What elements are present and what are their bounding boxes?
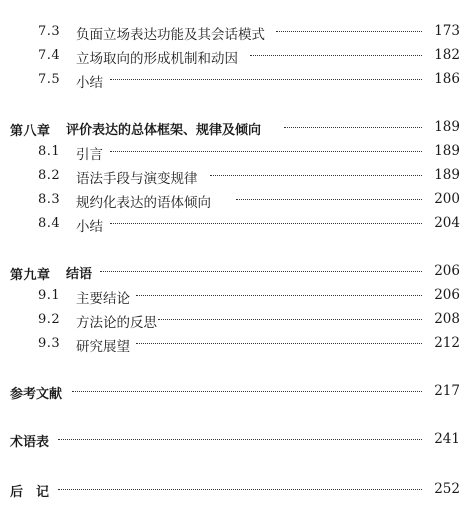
section-title: 小结: [76, 75, 103, 91]
section-number: 8.1: [38, 144, 61, 159]
section-title: 规约化表达的语体倾向: [76, 195, 211, 211]
page-number: 182: [434, 47, 460, 63]
section-title: 负面立场表达功能及其会话模式: [76, 27, 265, 43]
page-number: 189: [434, 119, 460, 135]
page-number: 212: [434, 335, 460, 351]
section-number: 7.3: [38, 24, 61, 39]
section-number: 9.2: [38, 312, 61, 327]
toc-entry-7-3[interactable]: [0, 22, 468, 42]
section-number: 8.4: [38, 216, 61, 231]
toc-entry-9-2[interactable]: [0, 310, 468, 330]
page-number: 206: [434, 263, 460, 279]
page-number: 217: [434, 383, 460, 399]
section-number: 7.4: [38, 48, 61, 63]
page-number: 204: [434, 215, 460, 231]
backmatter-title: 术语表: [10, 435, 50, 450]
section-number: 9.1: [38, 288, 61, 303]
chapter-title: 评价表达的总体框架、规律及倾向: [66, 123, 262, 138]
section-title: 研究展望: [76, 339, 130, 355]
section-number: 9.3: [38, 336, 61, 351]
chapter-number: 第九章: [10, 268, 51, 283]
page-number: 206: [434, 287, 460, 303]
toc-entry-references[interactable]: [0, 382, 468, 402]
chapter-number: 第八章: [10, 124, 51, 139]
backmatter-title: 参考文献: [10, 387, 63, 402]
toc-entry-7-5[interactable]: [0, 70, 468, 90]
toc-entry-8-1[interactable]: [0, 142, 468, 162]
toc-entry-9-1[interactable]: [0, 286, 468, 306]
backmatter-title: 后 记: [10, 485, 50, 500]
dot-leader: [110, 151, 422, 152]
section-title: 小结: [76, 219, 103, 235]
page-number: 208: [434, 311, 460, 327]
dot-leader: [250, 55, 422, 56]
dot-leader: [110, 79, 422, 80]
section-title: 立场取向的形成机制和动因: [76, 51, 238, 67]
dot-leader: [72, 391, 422, 392]
dot-leader: [58, 489, 422, 490]
page-number: 189: [434, 143, 460, 159]
toc-entry-glossary[interactable]: [0, 430, 468, 450]
section-number: 8.2: [38, 168, 61, 183]
page-number: 200: [434, 191, 460, 207]
dot-leader: [110, 223, 422, 224]
section-title: 主要结论: [76, 291, 130, 307]
section-number: 7.5: [38, 72, 61, 87]
toc-entry-7-4[interactable]: [0, 46, 468, 66]
dot-leader: [136, 295, 422, 296]
dot-leader: [158, 319, 422, 320]
page-number: 189: [434, 167, 460, 183]
toc-entry-chapter-9[interactable]: [0, 262, 468, 282]
dot-leader: [284, 127, 422, 128]
page-number: 241: [434, 431, 460, 447]
section-title: 方法论的反思: [76, 315, 157, 331]
section-title: 引言: [76, 147, 103, 163]
toc-entry-chapter-8[interactable]: [0, 118, 468, 138]
dot-leader: [100, 271, 422, 272]
toc-entry-8-2[interactable]: [0, 166, 468, 186]
dot-leader: [276, 31, 422, 32]
dot-leader: [236, 199, 422, 200]
page-number: 252: [434, 481, 460, 497]
page-number: 173: [434, 23, 460, 39]
dot-leader: [58, 439, 422, 440]
dot-leader: [210, 175, 422, 176]
dot-leader: [136, 343, 422, 344]
chapter-title: 结语: [66, 267, 93, 282]
section-title: 语法手段与演变规律: [76, 171, 198, 187]
page-number: 186: [434, 71, 460, 87]
toc-entry-afterword[interactable]: [0, 480, 468, 500]
toc-entry-9-3[interactable]: [0, 334, 468, 354]
toc-entry-8-4[interactable]: [0, 214, 468, 234]
section-number: 8.3: [38, 192, 61, 207]
toc-entry-8-3[interactable]: [0, 190, 468, 210]
